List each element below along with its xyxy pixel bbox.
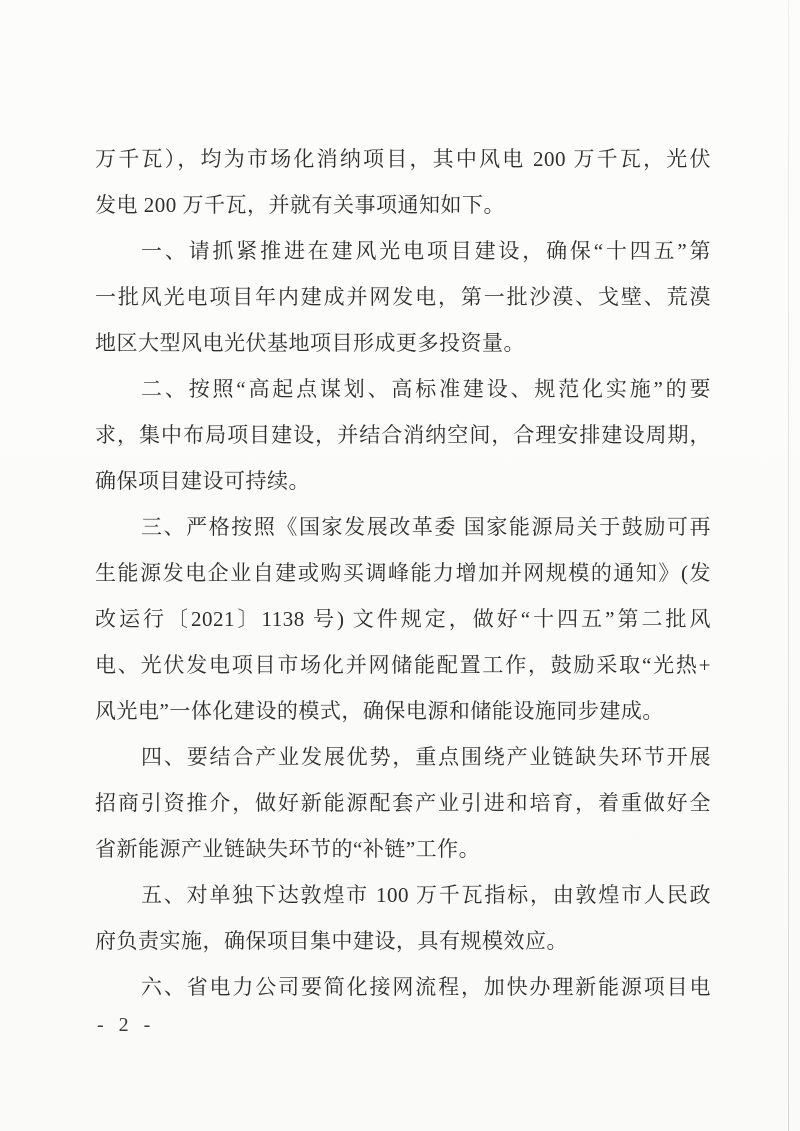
text-line: 确保项目建设可持续。 bbox=[95, 469, 310, 493]
page-number: - 2 - bbox=[97, 1014, 156, 1036]
document-body bbox=[95, 136, 711, 1010]
text-line-item-3: 三、严格按照《国家发展改革委 国家能源局关于鼓励可再 bbox=[141, 515, 711, 539]
text-line-item-4: 四、要结合产业发展优势，重点围绕产业链缺失环节开展 bbox=[141, 745, 711, 769]
text-line-item-2: 二、按照“高起点谋划、高标准建设、规范化实施”的要 bbox=[141, 377, 711, 401]
text-line: 招商引资推介，做好新能源配套产业引进和培育，着重做好全 bbox=[95, 791, 711, 815]
text-line: 风光电”一体化建设的模式，确保电源和储能设施同步建成。 bbox=[95, 699, 664, 723]
text-line: 发电 200 万千瓦，并就有关事项通知如下。 bbox=[95, 193, 505, 217]
text-line: 改运行〔2021〕1138 号) 文件规定，做好“十四五”第二批风 bbox=[95, 607, 711, 631]
text-line: 府负责实施，确保项目集中建设，具有规模效应。 bbox=[95, 929, 568, 953]
page-edge-shadow bbox=[788, 0, 789, 1131]
text-line-item-1: 一、请抓紧推进在建风光电项目建设，确保“十四五”第 bbox=[141, 239, 711, 263]
text-line: 地区大型风电光伏基地项目形成更多投资量。 bbox=[95, 331, 525, 355]
text-line: 生能源发电企业自建或购买调峰能力增加并网规模的通知》(发 bbox=[95, 561, 711, 585]
text-line: 一批风光电项目年内建成并网发电，第一批沙漠、戈壁、荒漠 bbox=[95, 285, 711, 309]
text-line-item-6: 六、省电力公司要简化接网流程，加快办理新能源项目电 bbox=[141, 975, 711, 999]
text-line: 万千瓦），均为市场化消纳项目，其中风电 200 万千瓦，光伏 bbox=[95, 147, 711, 171]
text-line: 省新能源产业链缺失环节的“补链”工作。 bbox=[95, 837, 481, 861]
text-line: 电、光伏发电项目市场化并网储能配置工作，鼓励采取“光热+ bbox=[95, 653, 711, 677]
text-line-item-5: 五、对单独下达敦煌市 100 万千瓦指标，由敦煌市人民政 bbox=[141, 883, 711, 907]
text-line: 求，集中布局项目建设，并结合消纳空间，合理安排建设周期， bbox=[95, 423, 711, 447]
